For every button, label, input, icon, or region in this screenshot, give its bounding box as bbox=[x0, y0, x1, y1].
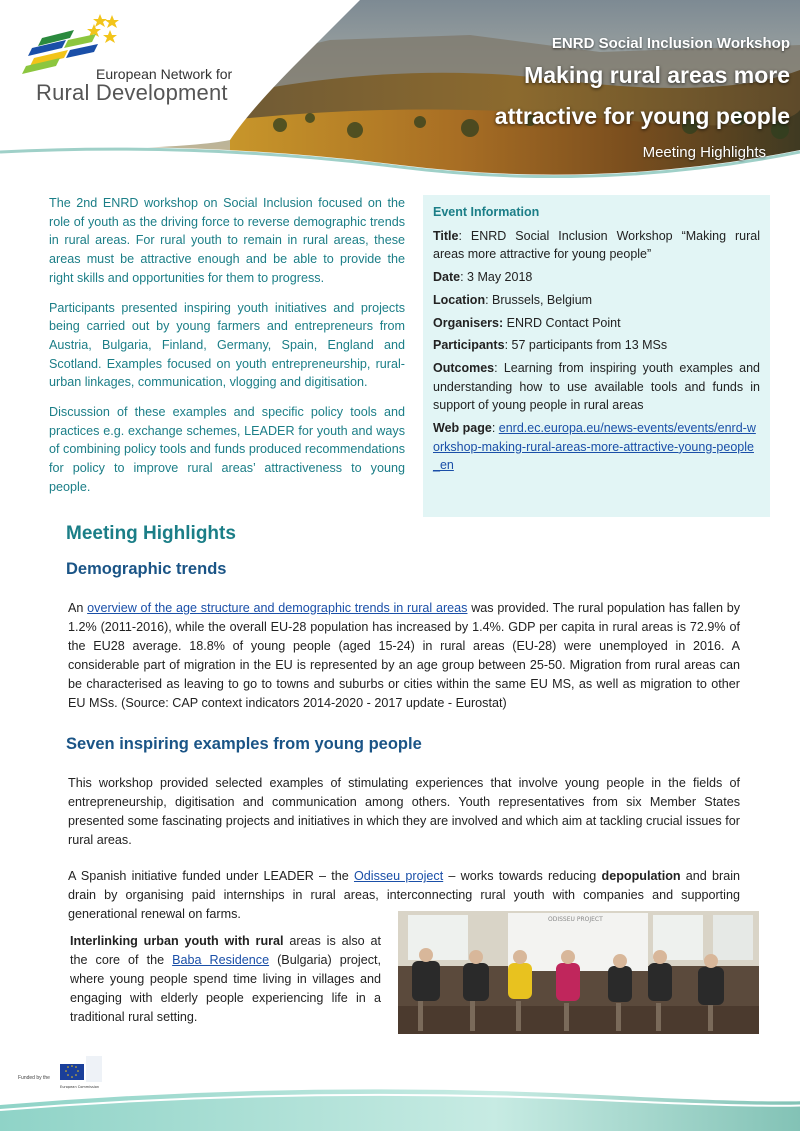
ec-building-icon bbox=[86, 1056, 102, 1082]
intro-paragraph-3: Discussion of these examples and specific policy tools and practices e.g. exchange schemes, LEADER for youth and ways of combining policy tools and funds produced recommendations for policy to improve rural areas’ attractiveness to young people. bbox=[49, 405, 405, 494]
intro-paragraph-1: The 2nd ENRD workshop on Social Inclusion focused on the role of youth as the driving force to reverse demographic trends in rural areas. For rural youth to remain in rural areas, these areas must be attractive enough and be able to provide the right skills and opportunities for them to progress. bbox=[49, 196, 405, 285]
funded-by-label: Funded by the bbox=[18, 1075, 50, 1081]
demographic-trends-paragraph: An overview of the age structure and demographic trends in rural areas was provided. The rural population has fallen by 1.2% (2011-2016), while the overall EU-28 population has increased by 1.4%. GDP per capita in rural areas is 72.9% of the EU28 average. 18.8% of young people (aged 15-24) in rural areas (EU-28) were unemployed in 2016. A considerable part of migration in the EU is represented by an age group between 25-50. Migration from rural areas can be characterised as leaving to go to towns and suburbs or cities within the same EU MS, as well as migration to other EU MSs. (Source: CAP context indicators 2014-2020 - 2017 update - Eurostat) bbox=[68, 601, 741, 710]
workshop-panel-photo bbox=[398, 911, 759, 1034]
page-subtitle: Meeting Highlights bbox=[642, 144, 766, 161]
logo-line1: European Network for bbox=[96, 66, 233, 82]
event-location-row: Location: Brussels, Belgium bbox=[433, 292, 593, 307]
event-info-heading: Event Information bbox=[433, 205, 540, 219]
event-webpage-link[interactable]: enrd.ec.europa.eu/news-events/events/enrd-workshop-making-rural-areas-more-attractive-young-people_en bbox=[433, 421, 756, 473]
page-title-line1: Making rural areas more bbox=[524, 62, 790, 88]
meeting-highlights-heading: Meeting Highlights bbox=[66, 523, 236, 544]
intro-paragraph-2: Participants presented inspiring youth initiatives and projects being carried out by young farmers and entrepreneurs from Austria, Bulgaria, Finland, Germany, Spain, England and Scotland. Examples focused on youth entrepreneurship, rural-urban linkages, communication, vlogging and digitisation. bbox=[49, 300, 405, 390]
baba-residence-link[interactable]: Baba Residence bbox=[172, 953, 270, 967]
logo-line2: Rural Development bbox=[36, 80, 228, 105]
page-title-line2: attractive for young people bbox=[494, 103, 790, 129]
odisseu-project-link[interactable]: Odisseu project bbox=[353, 869, 444, 883]
demographic-overview-link[interactable]: overview of the age structure and demographic trends in rural areas bbox=[87, 601, 468, 615]
intro-text bbox=[49, 194, 405, 508]
page-header bbox=[0, 0, 800, 178]
photo-banner-text: ODISSEU PROJECT bbox=[548, 916, 603, 923]
baba-residence-paragraph: Interlinking urban youth with rural areas is also at the core of the Baba Residence (Bulgaria) project, where young people spend time living in villages and engaging with elderly people experiencing life in a traditional rural setting. bbox=[70, 934, 382, 1024]
demographic-trends-heading: Demographic trends bbox=[66, 560, 227, 578]
event-title-row: Title: ENRD Social Inclusion Workshop “Making rural areas more attractive for young people” bbox=[433, 228, 760, 262]
seven-examples-paragraph-1: This workshop provided selected examples of stimulating experiences that involve young people in the fields of entrepreneurship, digitisation and communication among others. Youth representatives from six Member States presented some fascinating projects and initiatives in which they are involved and which aim at tackling crucial issues for rural areas. bbox=[68, 776, 740, 847]
event-information-box bbox=[423, 195, 770, 517]
ec-label: European Commission bbox=[60, 1085, 100, 1089]
event-organisers-row: Organisers: ENRD Contact Point bbox=[433, 315, 621, 330]
event-webpage-row: Web page: enrd.ec.europa.eu/news-events/events/enrd-workshop-making-rural-areas-more-attractive-young-people_en bbox=[433, 421, 756, 473]
seven-examples-paragraph-2: A Spanish initiative funded under LEADER – the Odisseu project – works towards reducing depopulation and brain drain by organising paid internships in rural areas, interconnecting rural youth with companies and supporting generational renewal on farms. bbox=[68, 869, 741, 921]
event-outcomes-row: Outcomes: Learning from inspiring youth examples and understanding how to use available tools and funds in support of young people in rural areas bbox=[433, 360, 760, 413]
event-participants-row: Participants: 57 participants from 13 MSs bbox=[433, 338, 668, 353]
seven-examples-heading: Seven inspiring examples from young people bbox=[66, 735, 422, 753]
workshop-name: ENRD Social Inclusion Workshop bbox=[551, 35, 790, 52]
event-date-row: Date: 3 May 2018 bbox=[433, 270, 533, 285]
footer-wave bbox=[0, 1050, 800, 1131]
